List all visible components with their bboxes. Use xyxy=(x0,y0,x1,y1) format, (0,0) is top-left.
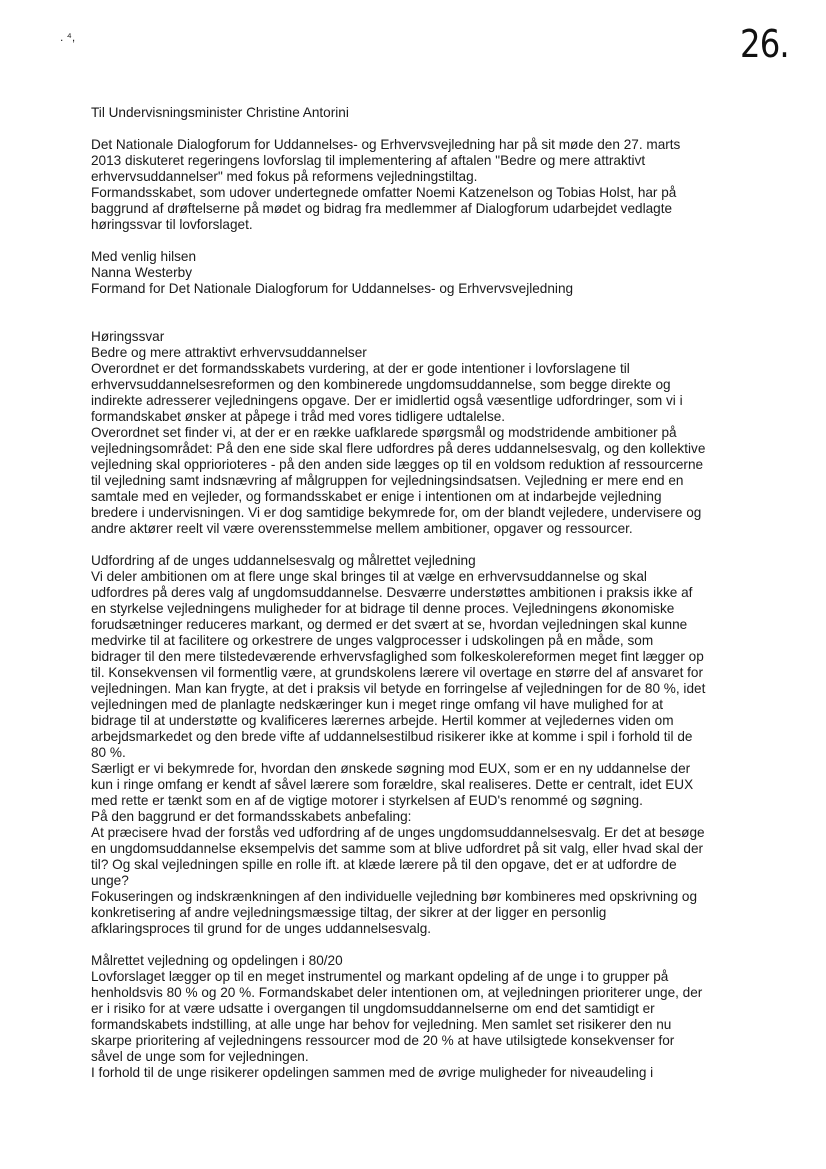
closing: Med venlig hilsen xyxy=(91,249,197,264)
text-line: formandskabets indstilling, at alle unge har behov for vejledning. Men samlet set risikerer den nu xyxy=(91,1017,672,1032)
letter-body xyxy=(91,105,731,1081)
scan-mark: . ⁴, xyxy=(60,30,76,44)
text-line: 80 %. xyxy=(91,745,126,760)
text-line: udfordres på deres valg af ungdomsuddannelse. Desværre understøttes ambitionen i praksis ikke af xyxy=(91,585,693,600)
text-line: bidrager til den mere tilstedeværende erhvervsfaglighed som folkeskolereformen meget fint lægger op xyxy=(91,649,704,664)
text-line: erhvervsuddannelser" med fokus på reformens vejledningstiltag. xyxy=(91,169,478,184)
overall-paragraph xyxy=(91,361,731,537)
text-line: såvel de unge som for vejledningen. xyxy=(91,1049,309,1064)
response-subheading: Bedre og mere attraktivt erhvervsuddannelser xyxy=(91,345,367,360)
text-line: bredere i undervisningen. Vi er dog samtidige bekymrede for, om der blandt vejledere, undervisere og xyxy=(91,505,702,520)
text-line: arbejdsmarkedet og den brede vifte af uddannelsestilbud risikerer ikke at komme i spil i forhold til de xyxy=(91,729,693,744)
text-line: erhvervsuddannelsesreformen og den kombinerede ungdomsuddannelse, som begge direkte og xyxy=(91,377,671,392)
text-line: Særligt er vi bekymrede for, hvordan den ønskede søgning mod EUX, som er en ny uddannelse der xyxy=(91,761,691,776)
text-line: Overordnet set finder vi, at der er en række uafklarede spørgsmål og modstridende ambitioner på xyxy=(91,425,677,440)
text-line: høringssvar til lovforslaget. xyxy=(91,217,253,232)
signer-name: Nanna Westerby xyxy=(91,265,192,280)
response-heading: Høringssvar xyxy=(91,329,165,344)
text-line: På den baggrund er det formandsskabets anbefaling: xyxy=(91,809,412,824)
text-line: unge? xyxy=(91,873,129,888)
section-title: Målrettet vejledning og opdelingen i 80/20 xyxy=(91,953,343,968)
text-line: Fokuseringen og indskrænkningen af den individuelle vejledning bør kombineres med opskrivning og xyxy=(91,889,698,904)
text-line: vejledningen. Man kan frygte, at det i praksis vil betyde en forringelse af vejledningen for de 80 %, idet xyxy=(91,681,706,696)
text-line: kun i ringe omfang er kendt af såvel lærere som forældre, skal realiseres. Dette er centralt, idet EUX xyxy=(91,777,694,792)
page-number: 26. xyxy=(740,22,789,66)
text-line: samtale med en vejleder, og formandsskabet er enige i intentionen om at indarbejde vejledning xyxy=(91,489,662,504)
text-line: I forhold til de unge risikerer opdelingen sammen med de øvrige muligheder for niveaudeling i xyxy=(91,1065,654,1080)
text-line: forudsætninger reduceres markant, og dermed er det svært at se, hvordan vejledningen skal kunne xyxy=(91,617,688,632)
text-line: Lovforslaget lægger op til en meget instrumentel og markant opdeling af de unge i to grupper på xyxy=(91,969,669,984)
addressee: Til Undervisningsminister Christine Antorini xyxy=(91,105,349,120)
section-title: Udfordring af de unges uddannelsesvalg og målrettet vejledning xyxy=(91,553,476,568)
section-paragraph xyxy=(91,569,731,937)
text-line: At præcisere hvad der forstås ved udfordring af de unges ungdomsuddannelsesvalg. Er det at besøge xyxy=(91,825,705,840)
text-line: henholdsvis 80 % og 20 %. Formandskabet deler intentionen om, at vejledningen prioriterer unge, der xyxy=(91,985,703,1000)
text-line: afklaringsproces til grund for de unges uddannelsesvalg. xyxy=(91,921,432,936)
text-line: medvirke til at facilitere og orkestrere de unges valgprocesser i udskolingen på en måde, som xyxy=(91,633,654,648)
text-line: Formandsskabet, som udover undertegnede omfatter Noemi Katzenelson og Tobias Holst, har på xyxy=(91,185,677,200)
text-line: baggrund af drøftelserne på mødet og bidrag fra medlemmer af Dialogforum udarbejdet vedlagte xyxy=(91,201,673,216)
text-line: formandskabet ønsker at påpege i tråd med vores tidligere udtalelse. xyxy=(91,409,506,424)
text-line: Det Nationale Dialogforum for Uddannelses- og Erhvervsvejledning har på sit møde den 27. marts xyxy=(91,137,681,152)
text-line: konkretisering af andre vejledningsmæssige tiltag, der sikrer at der ligger en personlig xyxy=(91,905,607,920)
text-line: vejledningsområdet: På den ene side skal flere udfordres på deres uddannelsesvalg, og den kollektive xyxy=(91,441,706,456)
text-line: en ungdomsuddannelse eksempelvis det samme som at blive udfordret på sit valg, eller hvad skal der xyxy=(91,841,704,856)
text-line: Vi deler ambitionen om at flere unge skal bringes til at vælge en erhvervsuddannelse og skal xyxy=(91,569,647,584)
intro-paragraph xyxy=(91,137,731,233)
text-line: med rette er tænkt som en af de vigtige motorer i styrkelsen af EUD's renommé og søgning. xyxy=(91,793,643,808)
text-line: til vejledning samt indsnævring af målgruppen for vejledningsindsatsen. Vejledning er mere end en xyxy=(91,473,684,488)
text-line: er i risiko for at være udsatte i overgangen til ungdomsuddannelserne om end det samtidigt er xyxy=(91,1001,655,1016)
signer-title: Formand for Det Nationale Dialogforum for Uddannelses- og Erhvervsvejledning xyxy=(91,281,574,296)
text-line: Overordnet er det formandsskabets vurdering, at der er gode intentioner i lovforslagene til xyxy=(91,361,630,376)
text-line: til. Konsekvensen vil formentlig være, at grundskolens lærere vil overtage en større del af ansvaret for xyxy=(91,665,703,680)
text-line: indirekte adresserer vejledningens opgave. Der er imidlertid også væsentlige udfordringer, som vi i xyxy=(91,393,683,408)
text-line: skarpe prioritering af vejledningens ressourcer mod de 20 % at have utilsigtede konsekvenser for xyxy=(91,1033,675,1048)
text-line: andre aktører reelt vil være overensstemmelse mellem ambitioner, opgaver og ressourcer. xyxy=(91,521,633,536)
text-line: bidrage til at understøtte og kvalificeres lærernes arbejde. Hertil kommer at vejledernes viden om xyxy=(91,713,674,728)
text-line: vejledning skal oppriorioteres - på den anden side lægges op til en voldsom reduktion af ressourcerne xyxy=(91,457,704,472)
text-line: en styrkelse vejledningens muligheder for at bidrage til denne proces. Vejledningens økonomiske xyxy=(91,601,675,616)
text-line: 2013 diskuteret regeringens lovforslag til implementering af aftalen "Bedre og mere attraktivt xyxy=(91,153,646,168)
section-paragraph xyxy=(91,969,731,1081)
text-line: til? Og skal vejledningen spille en rolle ift. at klæde lærere på til den opgave, det er at udfordre de xyxy=(91,857,677,872)
text-line: vejledningen med de planlagte nedskæringer kun i meget ringe omfang vil have mulighed for at xyxy=(91,697,664,712)
